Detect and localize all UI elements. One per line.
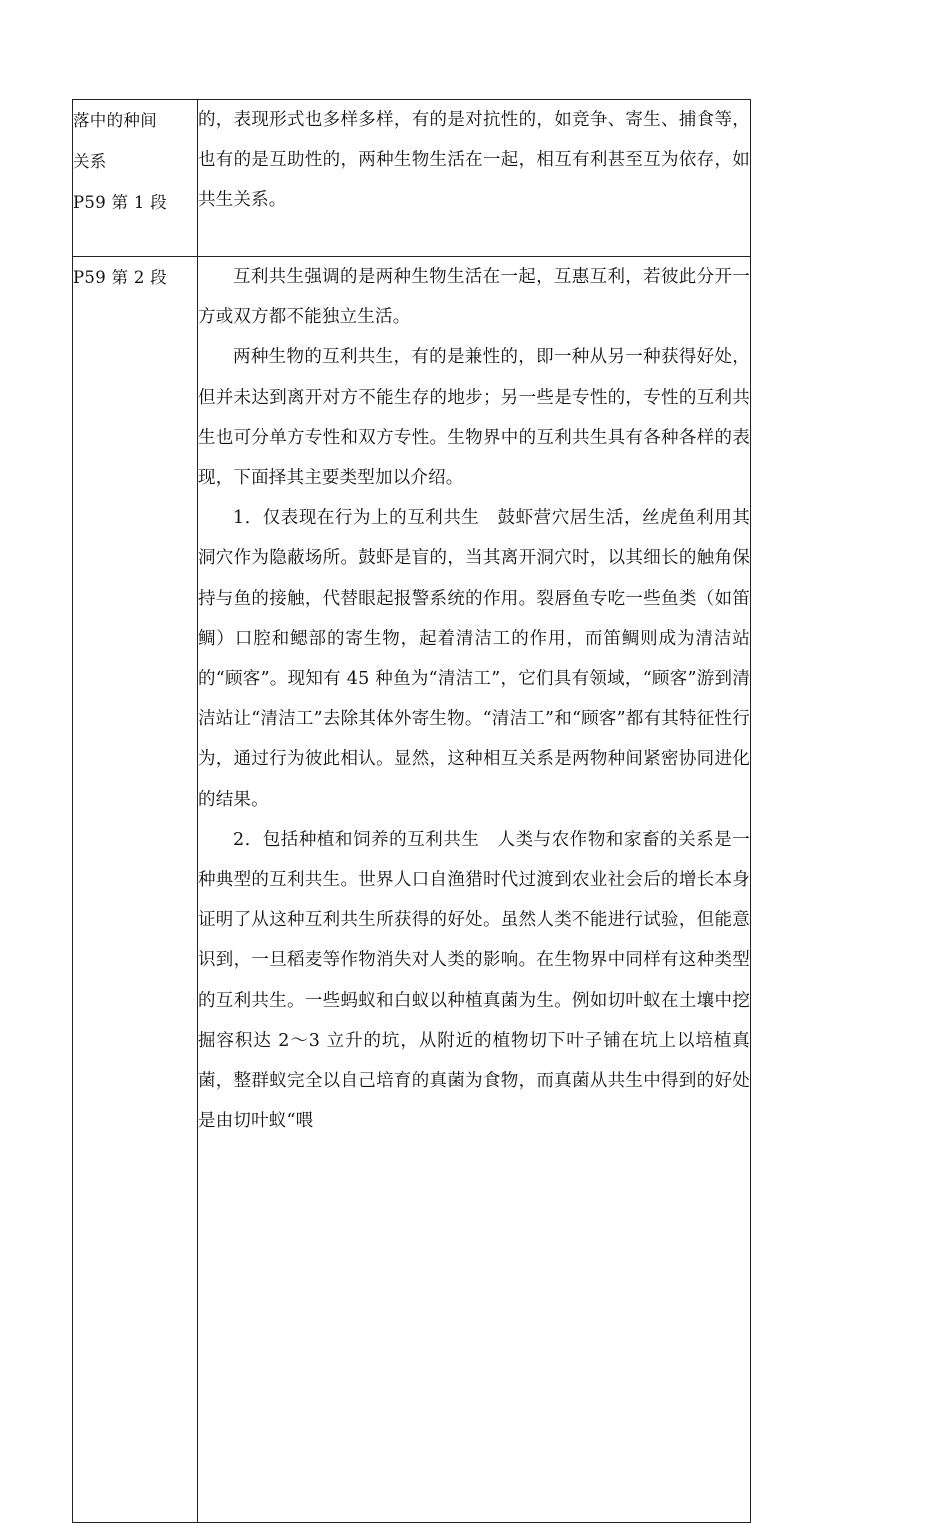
paragraph: 1．仅表现在行为上的互利共生 鼓虾营穴居生活，丝虎鱼利用其洞穴作为隐蔽场所。鼓虾是盲的，当其离开洞穴时，以其细长的触角保持与鱼的接触，代替眼起报警系统的作用。裂唇鱼专吃一些鱼类（如笛鲷）口腔和鳃部的寄生物，起着清洁工的作用，而笛鲷则成为清洁站的“顾客”。现知有 45 种鱼为“清洁工”，它们具有领域，“顾客”游到清洁站让“清洁工”去除其体外寄生物。“清洁工”和“顾客”都有其特征性行为，通过行为彼此相认。显然，这种相互关系是两物种间紧密协同进化的结果。 <box>198 508 750 810</box>
page-reference: P59 第 1 段 <box>73 193 168 212</box>
section-label-cell <box>73 257 198 1523</box>
section-label-line: 关系 <box>73 152 107 171</box>
section-label-cell <box>73 100 198 257</box>
paragraph: 的，表现形式也多样多样，有的是对抗性的，如竞争、寄生、捕食等，也有的是互助性的，两种生物生活在一起，相互有利甚至互为依存，如共生关系。 <box>198 110 750 211</box>
section-label-line: 落中的种间 <box>73 111 157 130</box>
content-cell <box>198 257 751 1523</box>
content-cell <box>198 100 751 257</box>
paragraph: 2．包括种植和饲养的互利共生 人类与农作物和家畜的关系是一种典型的互利共生。世界人口自渔猎时代过渡到农业社会后的增长本身证明了从这种互利共生所获得的好处。虽然人类不能进行试验，但能意识到，一旦稻麦等作物消失对人类的影响。在生物界中同样有这种类型的互利共生。一些蚂蚁和白蚁以种植真菌为生。例如切叶蚁在土壤中挖掘容积达 2～3 立升的坑，从附近的植物切下叶子铺在坑上以培植真菌，整群蚁完全以自己培育的真菌为食物，而真菌从共生中得到的好处是由切叶蚁“喂 <box>198 829 750 1132</box>
page-reference: P59 第 2 段 <box>73 268 168 287</box>
paragraph: 两种生物的互利共生，有的是兼性的，即一种从另一种获得好处，但并未达到离开对方不能生存的地步；另一些是专性的，专性的互利共生也可分单方专性和双方专性。生物界中的互利共生具有各种各样的表现，下面择其主要类型加以介绍。 <box>198 347 750 489</box>
table-row <box>73 257 751 1523</box>
paragraph: 互利共生强调的是两种生物生活在一起，互惠互利，若彼此分开一方或双方都不能独立生活。 <box>198 267 750 328</box>
content-table <box>72 99 751 1523</box>
table-row <box>73 100 751 257</box>
